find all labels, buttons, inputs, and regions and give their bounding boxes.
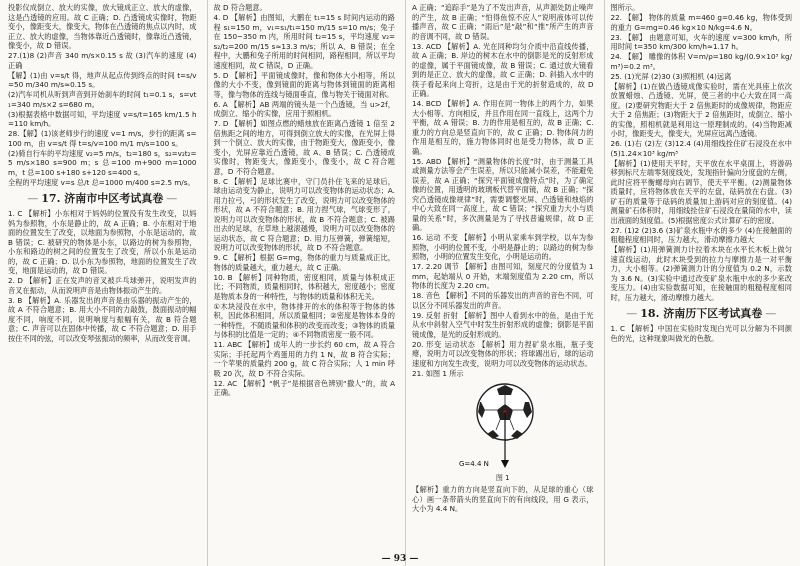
answer-paragraph: 全程的平均速度 v=s 总/t 总=1000 m/400 s=2.5 m/s。 — [8, 177, 195, 187]
answer-paragraph: 24. 【解】 雕像的体积 V=m/ρ=180 kg/(0.9×10³ kg/m³)=0.2 m³。 — [610, 52, 792, 71]
answer-paragraph: 12. AC 【解析】“帆子”是根据音色辨别“撒人”的，故 A 正确。 — [213, 378, 395, 397]
answer-paragraph: 15. ABD 【解析】“测量物体的长度”时，由于测量工具或测量方法等会产生误差，所以只能减小误差，不能避免误差，故 A 正确；“探究平面镜成像特点”时，为了确定像的位置，用透明的玻璃板代替平面镜，故 B 正确；“探究凸透镜成像规律”时，需要调整光屏、凸透镜和烛焰的中心大致在同一高度上，故 C 错误；“探究重力大小与质量的关系”时，多次测量是为了寻找普遍规律，故 D 正确。 — [412, 156, 594, 232]
answer-paragraph: 23. 【解】 由题意可知，火车的速度 v=300 km/h，所用时间 t=350 km/300 km/h≈1.17 h。 — [610, 32, 792, 51]
gravity-arrow-head — [501, 460, 509, 468]
answer-paragraph: 2. D 【解析】正在发声的音叉被乒乓球弹开，说明发声的音叉在振动，从而说明声音是由物体振动产生的。 — [8, 276, 197, 295]
figure-caption: 图 1 — [495, 474, 510, 482]
answer-paragraph: 9. C 【解析】根据 G=mg，物体的重力与质量成正比，物体的质量越大，重力越大，故 C 正确。 — [213, 253, 395, 272]
page-number: — 93 — — [381, 554, 419, 564]
soccer-ball-figure — [412, 380, 594, 483]
answer-paragraph: 【解析】(1)使用天平时，天平放在水平桌面上，将游码移到标尺左端零刻度线处，发现指针偏向分度盘的左侧，此时应将平衡螺母向右调节，使天平平衡。(2)测量物体质量时，应将物体放在天平的左盘，砝码放在右盘。(3)矿石的质量等于砝码的质量加上游码对应的刻度值。(4)测量矿石体积时，用细线拴住矿石浸没在量筒的水中，读出液面的刻度值。(5)根据密度公式计算矿石的密度。 — [610, 158, 792, 225]
column-4 — [604, 0, 793, 566]
answer-paragraph: 4. D 【解析】由图知，大鹏在 t₁=15 s 时间内运动的路程 s₁=150 m，v₁=s₁/t₁=150 m/15 s=10 m/s；兔子在 150~350 m 内，所用时间 t₂=15 s，平均速度 v₂=s₂/t₂=200 m/15 s≈13.3 m/s；所以 A、B 错误；在全程中，大鹏和兔子所用的时间相同，路程相同，所以平均速度相同，故 C 错误，D 正确。 — [213, 13, 395, 70]
answer-paragraph: 19. 反射 折射 【解析】图中人看到水中的鱼，是由于光从水中斜射入空气中时发生折射形成的虚像；倒影是平面镜成像，是光的反射形成的。 — [412, 310, 594, 339]
answer-paragraph: 5. D 【解析】平面镜成像时，像和物体大小相等，所以像的大小不变，像到镜面的距离与物体到镜面的距离相等，像与物体的连线与镜面垂直，像与物关于镜面对称。 — [213, 70, 395, 99]
answer-paragraph: 1. C 【解析】中国在实验时发现白光可以分解为不同颜色的光，这种现象叫做光的色散。 — [610, 324, 792, 343]
answer-paragraph: 【解析】(1)在做凸透镜成像实验时，需在光具座上依次放置蜡烛、凸透镜、光屏，使三者的中心大致在同一高度。(2)要研究物距大于 2 倍焦距时的成像规律，物距应大于 2 倍焦距；(3)物距大于 2 倍焦距时，成倒立、缩小的实像，照相机就是利用这一原理制成的。(4)当物距减小时，像距变大，像变大，光屏应远离凸透镜。 — [610, 81, 792, 138]
answer-paragraph: 21. 如图 1 所示 — [412, 368, 464, 378]
answer-paragraph: 故 D 符合题意。 — [213, 3, 267, 12]
answer-paragraph: 27. (1)2 (2)3.6 (3)矿泉水瓶中水的多少 (4)在接触面的粗糙程度相同时，压力越大，滑动摩擦力越大 — [610, 225, 792, 244]
answer-paragraph: (2)汽车司机从听到声音到开始刹车的时间 t₁=0.1 s，s=vt₁=340 m/s×2 s=680 m。 — [8, 90, 197, 109]
answer-paragraph: 28.【解】(1)该老师步行的速度 v=1 m/s，步行的距离 s=100 m，由 v=s/t 得 t=s/v=100 m/1 m/s=100 s。 — [8, 129, 197, 148]
answer-paragraph: 27.(1)8 (2)声音 340 m/s×0.15 s 故 (3)汽车的速度 (4)正确 — [8, 51, 197, 70]
gravity-label: G=4.4 N — [458, 460, 489, 468]
answer-paragraph: 7. D 【解析】如图点燃的蜡烛放在距离凸透镜 1 倍至 2 倍焦距之间的地方，可得到倒立放大的实像，在光屏上得到一个倒立、放大的实像，由于物距变大，像距变小，像变小，光屏应靠近凸透镜，故 A、B 错误；C. 凸透镜成实像时，物距变大，像距变小，像变小，故 C 符合题意，D 不符合题意。 — [213, 119, 395, 176]
answer-paragraph: 6. A 【解析】AB 两端的镜头是一个凸透镜，当 u>2f，成倒立、缩小的实像，应用于照相机。 — [213, 99, 395, 118]
answer-paragraph: 10. B 【解析】同种物质，密度相同，质量与体积成正比；不同物质，质量相同时，体积越大，密度越小；密度是物质本身的一种特性，与物体的质量和体积无关。 — [213, 272, 395, 301]
answer-paragraph: (2)骑自行车的平均速度 v₂=5 m/s，t₂=180 s，s₂=v₂t₂=5 m/s×180 s=900 m；s 总=100 m+900 m=1000 m，t 总=100 s+180 s+120 s=400 s。 — [8, 148, 197, 177]
answer-paragraph: 16. 运动 不变 【解析】小明从家乘车到学校，以车为参照物，小明的位置不变，小明是静止的；以路边的树为参照物，小明的位置发生变化，小明是运动的。 — [412, 233, 594, 261]
section-title: — 17. 济南市中区考试真卷 — — [8, 190, 197, 206]
column-1 — [8, 0, 197, 566]
answer-paragraph: 22. 【解】 物体的质量 m=460 g=0.46 kg，物体受到的重力 G=mg=0.46 kg×10 N/kg=4.6 N。 — [610, 13, 792, 32]
answer-page — [8, 0, 792, 566]
answer-paragraph: 图所示。 — [610, 3, 640, 12]
answer-paragraph: 投影仪成倒立、放大的实像，放大镜成正立、放大的虚像，这是凸透镜的应用。故 C 正确；D. 凸透镜成实像时，物距变小，像距变大，像变大，物体在凸透镜的焦点以内时，成正立、放大的虚像，当物体靠近凸透镜时，像靠近凸透镜，像变小，故 D 错误。 — [8, 3, 197, 50]
answer-paragraph: 【解】(1)由 v=s/t 得，地声从起点传到终点的时间 t=s/v=50 m/340 m/s≈0.15 s。 — [8, 70, 197, 89]
answer-paragraph: 20. 形变 运动状态 【解析】用力捏矿泉水瓶，瓶子变瘪，说明力可以改变物体的形状；将球踢出后，球的运动速度和方向发生改变，说明力可以改变物体的运动状态。 — [412, 339, 594, 368]
answer-paragraph: 26. (1)右 (2)左 (3)12.4 (4)用细线拴住矿石浸没在水中 (5)1.24×10³ kg/m³ — [610, 139, 792, 158]
answer-paragraph: 25. (1)光屏 (2)30 (3)照相机 (4)远离 — [610, 71, 732, 81]
answer-paragraph: 18. 音色 【解析】不同的乐器发出的声音的音色不同，可以区分不同乐器发出的声音。 — [412, 291, 594, 310]
answer-paragraph: 11. ABC 【解析】成年人的一步长约 60 cm，故 A 符合实际；手托起两个鸡蛋用的力约 1 N，故 B 符合实际；一个苹果的质量约 200 g，故 C 符合实际；人 1 min 呼吸 20 次，故 D 不符合实际。 — [213, 340, 395, 378]
answer-paragraph: 3. B 【解析】A. 乐器发出的声音是由乐器的振动产生的，故 A 不符合题意；B. 用大小不同的力敲鼓，鼓面振动的幅度不同，响度不同，说明响度与振幅有关，故 B 符合题意；C. 声音可以在固体中传播，故 C 不符合题意；D. 用手按住不同的弦，可以改变琴弦振动的频率，从而改变音调。 — [8, 295, 197, 343]
answer-paragraph: 13. ACD 【解析】A. 光在同种均匀介质中沿直线传播，故 A 正确；B. 岸边的树木在水中的倒影是光的反射形成的虚像，属于平面镜成像，故 B 错误；C. 通过放大镜看到的是正立、放大的虚像，故 C 正确；D. 斜插入水中的筷子看起来向上弯折，这是由于光的折射造成的，故 D 正确。 — [412, 41, 594, 98]
answer-paragraph: 【解析】重力的方向是竖直向下的，从足球的重心（球心）画一条带箭头的竖直向下的有向线段，用 G 表示，大小为 4.4 N。 — [412, 485, 594, 513]
column-3 — [405, 0, 594, 566]
answer-paragraph: 1. C 【解析】小东相对于妈妈的位置没有发生改变，以妈妈为参照物，小东是静止的，故 A 正确；B. 小东相对于地面的位置发生了改变，以地面为参照物，小东是运动的，故 B 错误；C. 被研究的物体是小东，以路边的树为参照物，小东和路边的树之间的位置发生了改变，所以小东是运动的，故 C 正确；D. 以小东为参照物，地面的位置发生了改变，地面是运动的，故 D 错误。 — [8, 209, 197, 275]
column-2 — [207, 0, 396, 566]
answer-paragraph: ①木块浸没在水中，物体排开的水的体积等于物体的体积，因此体积相同，所以质量相同；②密度是物体本身的一种特性，不随质量和体积的改变而改变；③物体的质量与体积的比值是一定的；④不同物质密度一般不同。 — [213, 301, 395, 339]
answer-paragraph: 17. 2.20 调节 【解析】由图可知，刻度尺的分度值为 1 mm，起始端从 0 开始，末端刻度值为 2.20 cm，所以物体的长度为 2.20 cm。 — [412, 262, 594, 290]
answer-paragraph: 8. C 【解析】足球比赛中，守门员扑住飞来的足球后，球由运动变为静止，说明力可以改变物体的运动状态；A. 用力拉弓，弓的形状发生了改变，说明力可以改变物体的形状，故 A 不符合题意；B. 用力捏气球，气球变形了，说明力可以改变物体的形状，故 B 不符合题意；C. 被踢出去的足球，在草地上越滚越慢，说明力可以改变物体的运动状态，故 C 符合题意；D. 用力压弹簧，弹簧缩短，说明力可以改变物体的形状，故 D 不符合题意。 — [213, 176, 395, 252]
section-title: — 18. 济南历下区考试真卷 — — [611, 305, 793, 321]
answer-paragraph: A 正确；“追踪手”是为了不发出声音，从声源处防止噪声的产生，故 B 正确；“怕得鱼惊不应人”说明液体可以传播声音，故 C 正确；“雨后”是“敲”和“推”所产生的声音的音调不同，故 D 错误。 — [412, 3, 594, 41]
soccer-ball-diagram — [453, 380, 553, 472]
answer-paragraph: (3)根据表格中数据可知，平均速度 v=s/t=165 km/1.5 h=110 km/h。 — [8, 109, 197, 128]
answer-paragraph: 【解析】(1)用弹簧测力计拉着木块在水平长木板上做匀速直线运动，此时木块受到的拉力与摩擦力是一对平衡力，大小相等。(2)弹簧测力计的分度值为 0.2 N，示数为 3.6 N。(3)实验中通过改变矿泉水瓶中水的多少来改变压力。(4)由实验数据可知，在接触面的粗糙程度相同时，压力越大，滑动摩擦力越大。 — [610, 245, 792, 302]
answer-paragraph: 14. BCD 【解析】A. 作用在同一物体上的两个力，如果大小相等、方向相反，并且作用在同一直线上，这两个力平衡，故 A 错误；B. 力的作用是相互的，故 B 正确；C. 重力的方向总是竖直向下的，故 C 正确；D. 物体间力的作用是相互的，施力物体同时也是受力物体，故 D 正确。 — [412, 99, 594, 156]
